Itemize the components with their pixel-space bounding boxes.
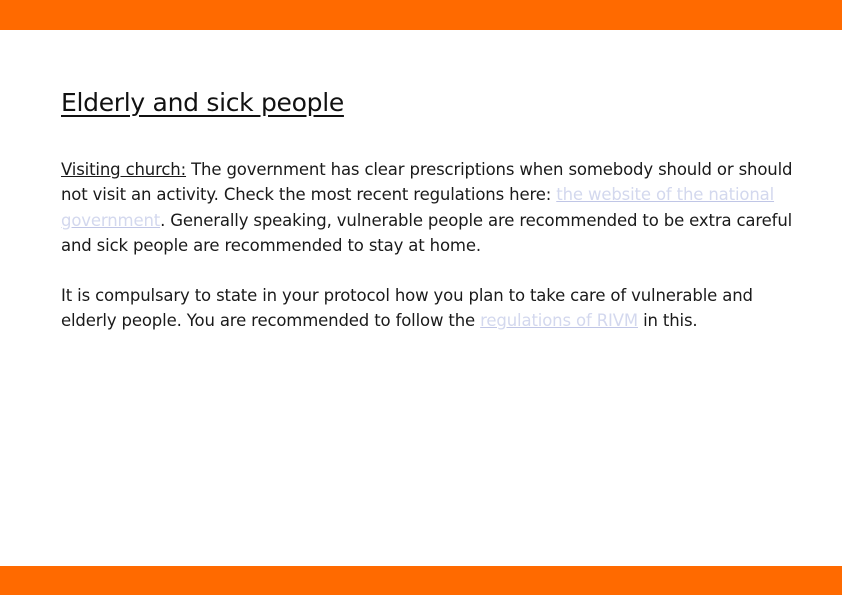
paragraph1-text-after-link: . Generally speaking, vulnerable people are recommended to be extra careful and sick people are recommended to stay at home.	[61, 210, 793, 255]
page-title: Elderly and sick people	[61, 88, 344, 117]
page-content	[61, 88, 801, 334]
paragraph2-text-after-link: in this.	[637, 311, 698, 331]
top-orange-bar	[0, 0, 842, 30]
visiting-church-label: Visiting church:	[61, 160, 187, 179]
bottom-orange-bar	[0, 566, 842, 595]
national-government-link[interactable]: the website of the national government	[61, 185, 775, 230]
paragraph1-text-before-link: The government has clear prescriptions when somebody should or should not visit an activity. Check the most recent regulations here:	[61, 160, 793, 205]
paragraph-protocol	[61, 283, 801, 334]
rivm-regulations-link[interactable]: regulations of RIVM	[480, 311, 638, 331]
paragraph2-text-before-link: It is compulsary to state in your protocol how you plan to take care of vulnerable and elderly people. You are recommended to follow the	[61, 286, 753, 331]
paragraph-visiting-church	[61, 157, 801, 258]
